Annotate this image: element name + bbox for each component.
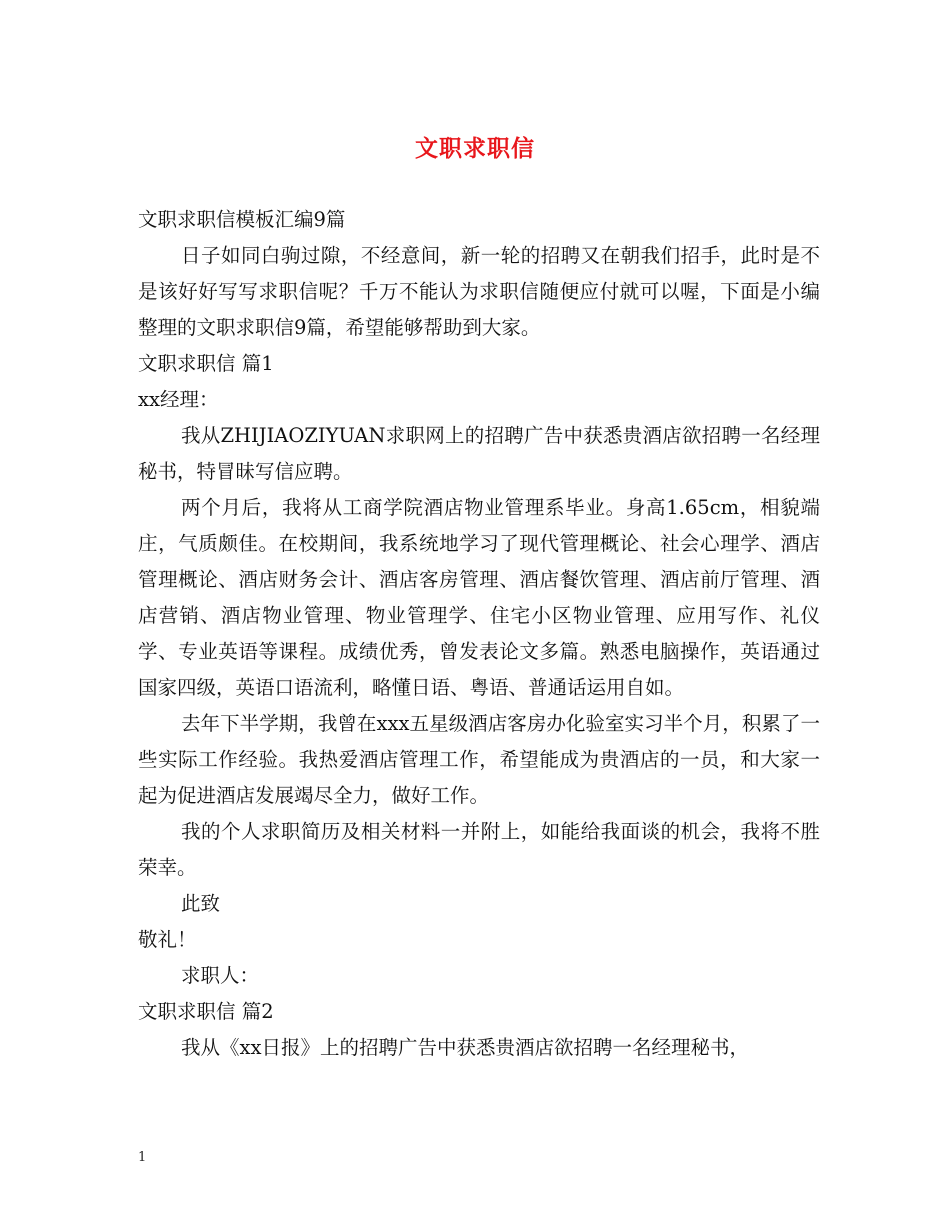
closing-greeting: 此致 <box>181 892 221 915</box>
signature-label: 求职人： <box>181 964 260 987</box>
document-title: 文职求职信 <box>415 135 535 162</box>
intro-paragraph: 日子如同白驹过隙，不经意间，新一轮的招聘又在朝我们招手，此时是不是该好好写写求职信呢？千万不能认为求职信随便应付就可以喔，下面是小编整理的文职求职信9篇，希望能够帮助到大家。 <box>138 244 820 339</box>
section-1-heading: 文职求职信 篇1 <box>138 352 274 375</box>
paragraph-experience: 去年下半学期，我曾在xxx五星级酒店客房办化验室实习半个月，积累了一些实际工作经验。我热爱酒店管理工作，希望能成为贵酒店的一员，和大家一起为促进酒店发展竭尽全力，做好工作。 <box>138 712 820 807</box>
section-2-heading: 文职求职信 篇2 <box>138 1000 274 1023</box>
section-2-first-line: 我从《xx日报》上的招聘广告中获悉贵酒店欲招聘一名经理秘书， <box>181 1036 749 1059</box>
salutation: xx经理： <box>138 388 219 411</box>
paragraph-attachments: 我的个人求职简历及相关材料一并附上，如能给我面谈的机会，我将不胜荣幸。 <box>138 820 820 879</box>
document-body <box>138 202 820 1066</box>
paragraph-application-source: 我从ZHIJIAOZIYUAN求职网上的招聘广告中获悉贵酒店欲招聘一名经理秘书，特冒昧写信应聘。 <box>138 424 820 483</box>
paragraph-education: 两个月后，我将从工商学院酒店物业管理系毕业。身高1.65cm，相貌端庄，气质颇佳。在校期间，我系统地学习了现代管理概论、社会心理学、酒店管理概论、酒店财务会计、酒店客房管理、酒店餐饮管理、酒店前厅管理、酒店营销、酒店物业管理、物业管理学、住宅小区物业管理、应用写作、礼仪学、专业英语等课程。成绩优秀，曾发表论文多篇。熟悉电脑操作，英语通过国家四级，英语口语流利，略懂日语、粤语、普通话运用自如。 <box>138 496 820 699</box>
document-subtitle: 文职求职信模板汇编9篇 <box>138 208 346 231</box>
closing-salute: 敬礼！ <box>138 928 197 951</box>
page-number: 1 <box>138 1150 147 1165</box>
